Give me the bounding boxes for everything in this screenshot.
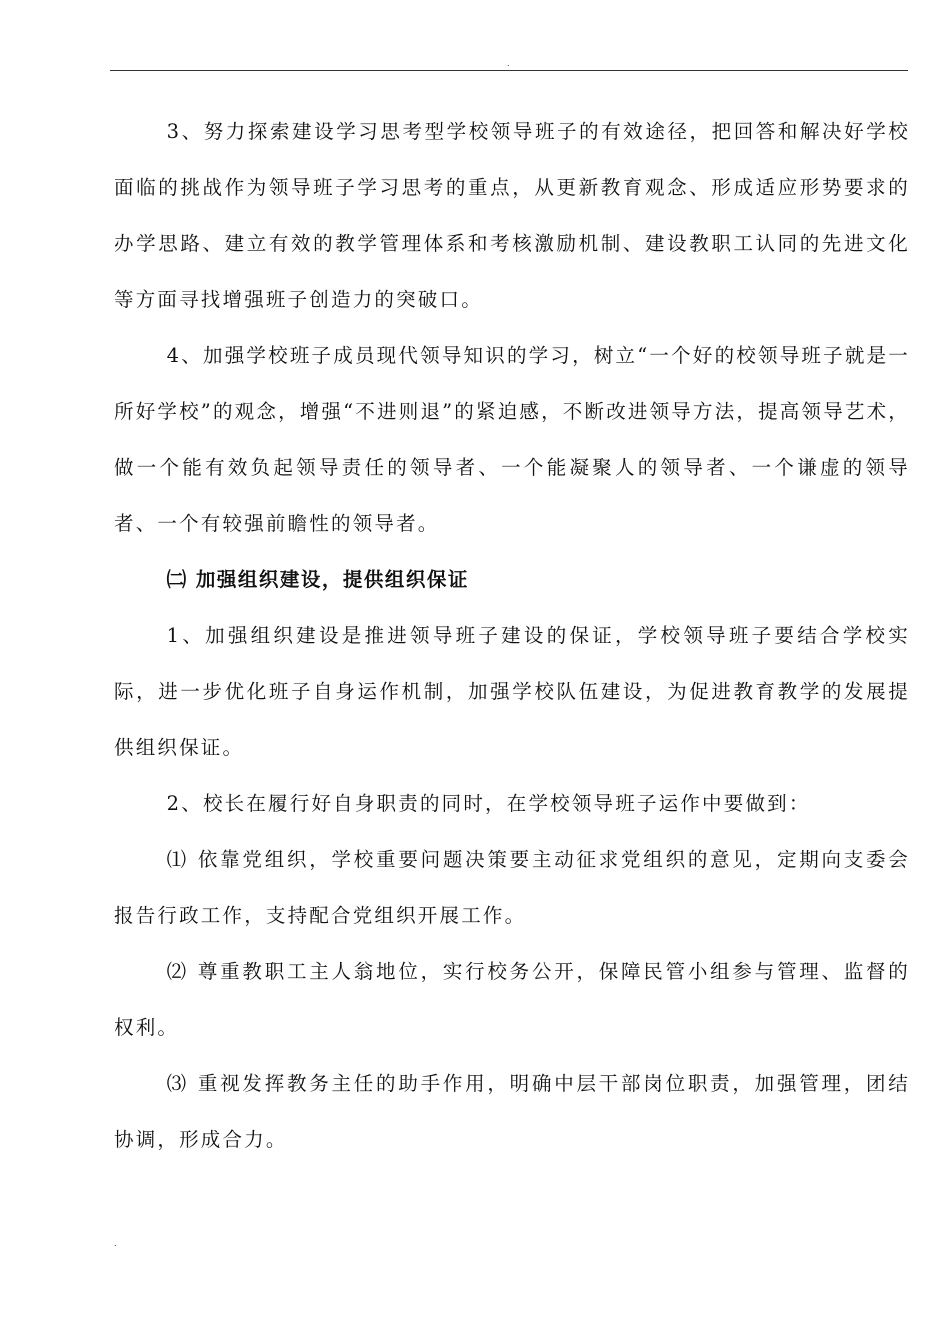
sub-item-1: ⑴ 依靠党组织，学校重要问题决策要主动征求党组织的意见，定期向支委会报告行政工作，支持配合党组织开展工作。 bbox=[114, 848, 910, 927]
paragraph-section2-item-2: 2、校长在履行好自身职责的同时，在学校领导班子运作中要做到： bbox=[166, 792, 811, 815]
section-heading-2: ㈡ 加强组织建设，提供组织保证 bbox=[166, 568, 469, 591]
header-dot: . bbox=[507, 59, 510, 68]
header-rule bbox=[110, 70, 908, 71]
sub-item-3: ⑶ 重视发挥教务主任的助手作用，明确中层干部岗位职责，加强管理，团结协调，形成合力。 bbox=[114, 1072, 910, 1151]
sub-item-2: ⑵ 尊重教职工主人翁地位，实行校务公开，保障民管小组参与管理、监督的权利。 bbox=[114, 960, 910, 1039]
paragraph-item-3: 3、努力探索建设学习思考型学校领导班子的有效途径，把回答和解决好学校面临的挑战作为领导班子学习思考的重点，从更新教育观念、形成适应形势要求的办学思路、建立有效的教学管理体系和考核激励机制、建设教职工认同的先进文化等方面寻找增强班子创造力的突破口。 bbox=[114, 120, 910, 311]
footer-dot: . bbox=[114, 1239, 117, 1248]
document-body bbox=[114, 104, 910, 1168]
paragraph-item-4: 4、加强学校班子成员现代领导知识的学习，树立“一个好的校领导班子就是一所好学校”的观念，增强“不进则退”的紧迫感，不断改进领导方法，提高领导艺术，做一个能有效负起领导责任的领导者、一个能凝聚人的领导者、一个谦虚的领导者、一个有较强前瞻性的领导者。 bbox=[114, 344, 911, 535]
paragraph-section2-item-1: 1、加强组织建设是推进领导班子建设的保证，学校领导班子要结合学校实际，进一步优化班子自身运作机制，加强学校队伍建设，为促进教育教学的发展提供组织保证。 bbox=[114, 624, 910, 759]
